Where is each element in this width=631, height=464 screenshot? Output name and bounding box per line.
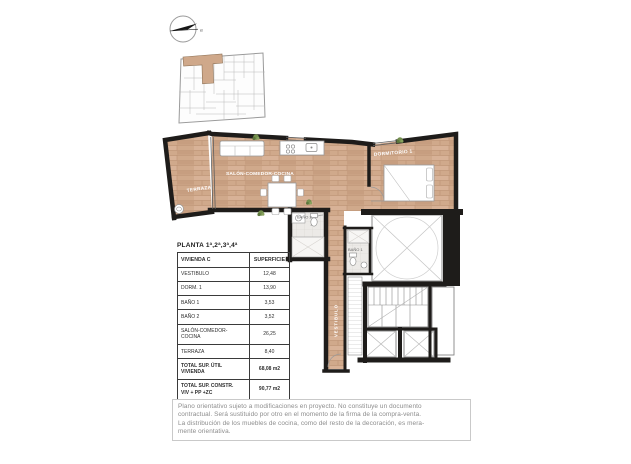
total-value-cell: 68,08 m2	[250, 359, 290, 380]
table-row	[178, 296, 290, 310]
column-superficie: SUPERFICIE	[250, 253, 290, 268]
disclaimer-line: mente orientativa.	[178, 427, 231, 435]
room-label-cell: BAÑO 1	[178, 296, 250, 310]
total-constr-label-line2: VIV + PP +ZC	[181, 389, 213, 396]
patio-shaft	[372, 215, 442, 281]
salon-label: SALÓN-COMEDOR-COCINA	[226, 172, 294, 177]
plant-icon	[396, 137, 403, 143]
plan-title: PLANTA 1ª,2ª,3ª,4ª	[177, 242, 238, 249]
table-row	[178, 324, 290, 345]
disclaimer-line: contractual. Será sustituido por otro en el momento de la firma de la compra-venta.	[178, 411, 422, 419]
dormitorio-label: DORMITORIO 1	[373, 149, 413, 158]
area-value-cell: 3,53	[250, 296, 290, 310]
duct-shaft	[348, 277, 362, 355]
table-row	[178, 267, 290, 281]
area-table-block	[177, 242, 291, 400]
total-constr-label-line1: TOTAL SUP. CONSTR.	[181, 383, 234, 390]
table-row	[178, 310, 290, 324]
room-label-cell: VESTIBULO	[178, 267, 250, 281]
sofa	[220, 141, 264, 156]
terraza-label: TERRAZA	[186, 184, 212, 193]
table-row	[178, 345, 290, 359]
area-value-cell: 26,25	[250, 324, 290, 345]
total-label-cell: TOTAL SUP. ÚTIL VIVIENDA	[178, 359, 250, 380]
room-label-cell: SALÓN-COMEDOR-COCINA	[178, 324, 250, 345]
table-header-row	[178, 253, 290, 268]
total-label-cell	[178, 379, 250, 400]
area-value-cell: 3,52	[250, 310, 290, 324]
area-value-cell: 8,40	[250, 345, 290, 359]
room-label-cell: DORM. 1	[178, 281, 250, 295]
toilet-icon	[311, 218, 317, 226]
toilet-icon	[350, 258, 356, 266]
total-value-cell: 90,77 m2	[250, 379, 290, 400]
key-plan	[176, 50, 268, 126]
bano1-label: BAÑO 1	[348, 247, 363, 252]
bano2-label: BAÑO 2	[297, 214, 312, 220]
compass-icon	[167, 13, 211, 47]
vestibulo-label: VESTIBULO	[333, 304, 339, 337]
total-constr-row	[178, 379, 290, 400]
area-value-cell: 12,48	[250, 267, 290, 281]
total-util-row	[178, 359, 290, 380]
passage-floor	[344, 141, 370, 211]
kitchen-counter	[280, 141, 324, 155]
column-vivienda: VIVIENDA C	[178, 253, 250, 268]
terrace-chair	[175, 205, 184, 214]
bed	[384, 165, 434, 201]
disclaimer-line: Plano orientativo sujeto a modificaciones en proyecto. No constituye un documento	[178, 403, 422, 410]
area-value-cell: 13,90	[250, 281, 290, 295]
washbasin-icon	[361, 262, 367, 268]
wall-mass-right	[443, 211, 460, 286]
staircase	[368, 287, 428, 327]
table-row	[178, 281, 290, 295]
vestibulo-floor	[326, 209, 344, 369]
room-label-cell: BAÑO 2	[178, 310, 250, 324]
compass-east-label: e	[200, 28, 204, 34]
surface-table	[177, 252, 290, 400]
disclaimer-line: La distribución de los muebles de cocina, como del resto de la decoración, es mera-	[178, 419, 425, 427]
room-label-cell: TERRAZA	[178, 345, 250, 359]
disclaimer-box	[172, 399, 471, 441]
